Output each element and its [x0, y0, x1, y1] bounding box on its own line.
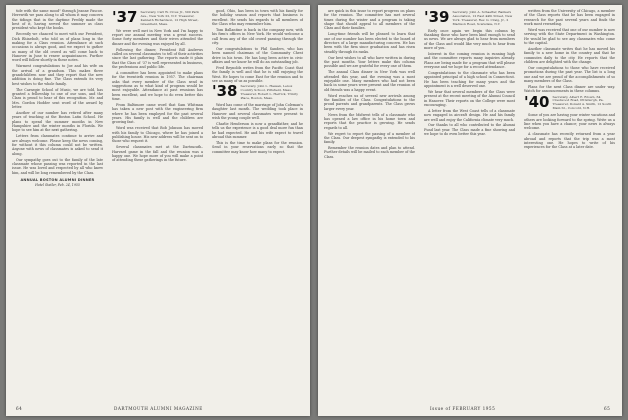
class-year: '37 — [112, 9, 138, 26]
paragraph: Word has come of the marriage of John Coleman's daughter last month. The wedding took place in Hanover and several classmates were present to wish the young couple well. — [212, 102, 303, 120]
paragraph: The Carnegie School of Music, we are told, has granted a fellowship to one of our sons, and the Class is proud to hear of this recognition. Mr. and Mrs. Gordon Hodder sent word of the award by letter. — [12, 87, 103, 109]
paragraph: News from the Midwest tells of a classmate who has opened a law office in his home town and reports that the practice is growing. He sends regards to all. — [324, 112, 415, 130]
paragraph: Some of you are having your winter vacations and others are looking forward to the spring. Write us a line when you have a chance; your news is always welcome. — [524, 113, 615, 131]
paragraph: This is the time to make plans for the reunion. Send in your reservations early so that the committee may know how many to expect. — [212, 140, 303, 154]
paragraph: tide with the same mood" through Jeanne Pascoe. Herewith we pass along to all whom it may concern the tidings that in the daytime Freddy made the best of it, having served the summer as class president who kept the books. — [12, 9, 103, 31]
paragraph: Remember the reunion dates and plan to attend. Further details will be mailed to each member of the Class. — [324, 146, 415, 159]
paragraph: Our best wishes to all who have written in during the past months. Your letters make this column possible and we are grateful for every one of them. — [324, 55, 415, 69]
paragraph: Our sympathy goes out to the family of the late classmate whose passing was reported in the last issue. He was loved and respected by all who knew him, and will be long remembered by the Class. — [12, 157, 103, 175]
class-year: '39 — [424, 9, 450, 26]
paragraph: A committee has been appointed to make plans for the twentieth reunion in 1957. The chairman asks that every member of the Class send in suggestions as to what kind of program would be most enjoyable. Attendance at past reunions has been excellent, and we hope to do even better this time. — [112, 70, 203, 101]
left-page — [6, 5, 310, 416]
paragraph: We hear that several members of the Class were present at the recent meeting of the Alumni Council in Hanover. Their reports on the College were most encouraging. — [424, 89, 515, 107]
paragraph: Our congratulations to Phil Sanders, who has been named chairman of the Community Chest drive in his town. He has long been active in civic affairs and we know he will do an outstanding job. — [212, 46, 303, 64]
page-footer — [318, 405, 622, 413]
paragraph: Charlie Henderson is now a grandfather, and he tells us the experience is a good deal more fun than he had expected. He and his wife expect to travel abroad this summer. — [212, 121, 303, 139]
class-heading — [212, 82, 303, 101]
paragraph: We regret to report the passing of a member of the Class. Our deepest sympathy is extended to his family. — [324, 131, 415, 145]
paragraph: Letters from classmates continue to arrive and are always welcome. Please keep the news coming, for without it this column could not be written. Anyone with news of classmates is asked to send it along. — [12, 134, 103, 156]
paragraph: Warmest congratulations to Joe and his wife on the arrival of a grandson. This makes three grandchildren now and they report that the new addition is doing fine. The Class extends its very best wishes to the whole family. — [12, 64, 103, 86]
paragraph: A letter from the West Coast tells of a classmate now engaged in aircraft design. He and his family are well and enjoy the California climate very much. — [424, 108, 515, 122]
page-number: 64 — [16, 406, 23, 411]
class-heading — [424, 11, 515, 27]
paragraph: Early once again we begin this column by thanking those who have been kind enough to send us news. We are always glad to hear from members of the Class and would like very much to hear from more of you. — [424, 28, 515, 50]
paragraph: written from the University of Chicago, a member of the Class reports that he has been engaged in research for the past several years and finds the work most rewarding. — [524, 9, 615, 27]
paragraph: Long-time friends will be pleased to learn that one of our number has been elected to the board of directors of a large manufacturing concern. He has been with the firm since graduation and has risen steadily through its ranks. — [324, 32, 415, 54]
paragraph: Recently we chanced to meet with our President, Dick Rhinebolt, who told us of plans long in the making for a Class reunion. Attendance at such occasions is always good, and we expect to gather as many of the old crowd as will come back to Hanover in June to renew acquaintances. Further word will follow shortly in these notes. — [12, 32, 103, 63]
paragraph: Following the dinner, President Bill Andrews called on several classmates to tell of their activities since the last gathering. The reports made it plain that the Class of '37 is well represented in business, the professions and public life. — [112, 47, 203, 69]
right-column-3 — [524, 9, 615, 151]
paragraph: Word reaches us of several new arrivals among the families of the Class. Congratulations to the proud parents and grandparents. The Class grows larger every year. — [324, 93, 415, 111]
paragraph: Interest in the coming reunion is running high and the committee reports many inquiries already. Plans are being made for a program that will please everyone and we hope for a record attendance. — [424, 51, 515, 69]
right-column-2 — [424, 9, 515, 138]
paragraph: Congratulations to the classmate who has been appointed principal of a high school in Connecticut. He has been teaching for many years and the appointment is a well deserved one. — [424, 70, 515, 88]
paragraph: Word was received that one of our number is now serving with the State Department in Washington. He would be glad to see any classmates who come to the capital. — [524, 27, 615, 45]
paragraph: From Baltimore came word that Sam Whitman has taken a new post with the engineering firm where he has been employed for the past several years. His family is well and the children are growing fast. — [112, 102, 203, 125]
magazine-title: DARTMOUTH ALUMNI MAGAZINE — [114, 406, 203, 411]
paragraph: Several classmates met at the Dartmouth–Harvard game in the fall and the reunion was a happy one. We hope more of you will make a point of attending these gatherings in the future. — [112, 145, 203, 163]
class-officers: Secretary, Carl W. Cross Jr., 300 Park Ave., New York 22, N.Y. Treasurer, Kenneth Richardson, 12 High Street, Greenfield, Mass. — [140, 10, 199, 26]
left-column-1 — [12, 9, 103, 189]
left-column-2 — [112, 9, 203, 164]
class-heading — [112, 11, 203, 27]
class-year: '40 — [524, 92, 550, 111]
paragraph: Our congratulations to those who have received promotions during the past year. The list is a long one and we are proud of the accomplishments of so many members of the Class. — [524, 65, 615, 83]
issue-date: Issue of FEBRUARY 1955 — [430, 406, 496, 411]
paragraph: Another classmate writes that he has moved his family to a new home in the country and that he commutes daily to the city. He reports that the children are delighted with the change. — [524, 46, 615, 64]
paragraph: Word was received that Bob Johnson has moved with his family to Chicago, where he has joined a publishing house. His new address will be sent on to those who request it. — [112, 126, 203, 144]
notice-title: ANNUAL BOSTON ALUMNI DINNER — [20, 177, 95, 182]
paragraph: are quick in this issue to report progress on plans for the reunion. The committee has met several times during the winter and a program is taking shape that should appeal to all members of the Class and their families. — [324, 9, 415, 31]
left-column-3 — [212, 9, 303, 155]
class-officers: Secretary, John L. Hassan, Lenox Country School, Pittsfield, Mass. Treasurer, Robert L. Herrick, Trinity Place, Boston, Mass. — [240, 84, 298, 100]
paragraph: The annual Class dinner in New York was well attended this year, and the evening was a most enjoyable one. Many members who had not been back in some years were present and the reunion of old friends was a happy event. — [324, 70, 415, 92]
right-page — [318, 5, 622, 416]
class-heading — [524, 92, 615, 112]
paragraph: Plans for the next Class dinner are under way. Watch for announcements in these columns. — [524, 84, 615, 94]
paragraph: Tom Ballantine is back in the company now, with his firm's offices in New York. He would welcome a call from any of the old crowd passing through the city. — [212, 27, 303, 45]
paragraph: Our thanks to all who contributed to the Alumni Fund last year. The Class made a fine showing and we hope to do even better this year. — [424, 123, 515, 137]
page-number: 65 — [604, 406, 611, 411]
class-officers: Secretary, John A. Schaeffer, Bankers Association, 12 East 44th Street, New York. Treasurer, Rev. G. Craig, Jr., 2 Madison Road, Scarsdale, N.Y. — [452, 10, 513, 26]
paragraph: Another of our number has retired after many years of teaching at the Boston Latin School. He plans to spend the summer months in New Hampshire and the winter months in Florida. We hope to see him at the next gathering. — [12, 110, 103, 133]
right-column-1 — [324, 9, 415, 161]
class-officers: Secretary, Albert E. Brown, 64 Crestwood Road, Pittsburgh, Pa. Treasurer, Donald A. Smith, 12 South Main St., Concord, N.H. — [552, 94, 612, 111]
notice-subtitle: Hotel Statler, Feb. 24, 1955 — [35, 183, 80, 188]
paragraph: good, Ohio, has been in town with his family for the holiday season and reports that business is excellent. He sends his regards to all members of the Class who may remember him. — [212, 9, 303, 27]
class-year: '38 — [212, 82, 238, 101]
paragraph: Fred Reynolds writes from the Pacific Coast that the family is well and that he is still enjoying the West. He hopes to come East for the reunion and to see as many of us as possible. — [212, 65, 303, 83]
paragraph: A classmate has recently returned from a year abroad and reports that the trip was a most interesting one. He hopes to write of his experiences for the Class at a later date. — [524, 132, 615, 150]
page-footer — [6, 405, 310, 413]
paragraph: We were well met in New York and I'm happy to report our annual meeting was a great success. Some forty members and their wives attended the dinner and the evening was enjoyed by all. — [112, 28, 203, 46]
